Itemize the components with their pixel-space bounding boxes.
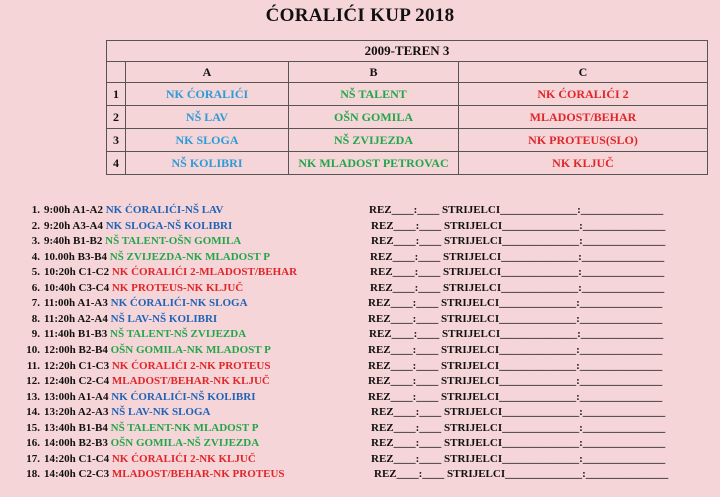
column-header-b: B — [289, 62, 459, 83]
page-title: ĆORALIĆI KUP 2018 — [265, 5, 455, 26]
match-time: 12:20h C1-C3 — [44, 359, 110, 372]
result-scorers-blank: REZ____:____ STRIJELCI______________:_______________ — [368, 297, 663, 310]
match-teams: OŠN GOMILA-NŠ ZVIJEZDA — [110, 437, 260, 450]
team-cell-b: NŠ ZVIJEZDA — [289, 129, 459, 152]
schedule-row — [0, 406, 720, 422]
result-scorers-blank: REZ____:____ STRIJELCI______________:_______________ — [370, 250, 665, 263]
result-scorers-blank: REZ____:____ STRIJELCI______________:_______________ — [371, 219, 666, 232]
match-info — [44, 313, 217, 325]
result-scorers-blank: REZ____:____ STRIJELCI______________:_______________ — [371, 406, 666, 419]
match-time: 10:40h C3-C4 — [44, 281, 110, 294]
result-scorers-blank: REZ____:____ STRIJELCI______________:_______________ — [371, 421, 666, 434]
match-info — [44, 204, 224, 216]
column-header-a: A — [126, 62, 289, 83]
match-info — [44, 422, 258, 434]
match-info — [44, 344, 271, 356]
match-teams: NŠ TALENT-NŠ ZVIJEZDA — [110, 328, 247, 341]
result-scorers-blank: REZ____:____ STRIJELCI______________:_______________ — [368, 343, 663, 356]
table-row — [107, 152, 708, 175]
result-scorers-blank: REZ____:____ STRIJELCI______________:_______________ — [369, 328, 664, 341]
match-time: 9:20h A3-A4 — [44, 219, 103, 232]
row-number: 4 — [107, 152, 126, 175]
match-info — [44, 437, 259, 449]
match-number: 12. — [26, 375, 40, 388]
match-number: 13. — [26, 390, 40, 403]
match-time: 10:20h C1-C2 — [44, 266, 110, 279]
match-teams: NK ĆORALIĆI-NŠ KOLIBRI — [111, 390, 256, 403]
team-cell-b: OŠN GOMILA — [289, 106, 459, 129]
match-time: 13:00h A1-A4 — [44, 390, 109, 403]
match-teams: NK PROTEUS-NK KLJUČ — [111, 281, 244, 294]
match-number: 17. — [26, 452, 40, 465]
match-time: 14:40h C2-C3 — [44, 468, 110, 481]
match-time: 13:40h B1-B4 — [44, 421, 108, 434]
table-row — [107, 129, 708, 152]
match-time: 10.00h B3-B4 — [44, 250, 107, 263]
schedule-row — [0, 282, 720, 298]
result-scorers-blank: REZ____:____ STRIJELCI______________:_______________ — [368, 390, 663, 403]
match-teams: NK ĆORALIĆI-NŠ LAV — [105, 204, 224, 216]
schedule-row — [0, 391, 720, 407]
match-time: 12:40h C2-C4 — [44, 375, 110, 388]
result-scorers-blank: REZ____:____ STRIJELCI______________:_______________ — [370, 266, 665, 279]
match-teams: NŠ ZVIJEZDA-NK MLADOST P — [109, 250, 270, 263]
match-teams: NŠ LAV-NK SLOGA — [111, 406, 211, 419]
result-scorers-blank: REZ____:____ STRIJELCI______________:_______________ — [371, 235, 666, 248]
table-heading: 2009-TEREN 3 — [107, 41, 708, 62]
match-teams: NK ĆORALIĆI 2-NK PROTEUS — [111, 359, 271, 372]
match-info — [44, 328, 246, 340]
schedule-row — [0, 437, 720, 453]
match-time: 11:00h A1-A3 — [44, 297, 108, 310]
schedule-row — [0, 375, 720, 391]
schedule-row — [0, 297, 720, 313]
column-header-row — [107, 62, 708, 83]
result-scorers-blank: REZ____:____ STRIJELCI______________:_______________ — [371, 437, 666, 450]
schedule-row — [0, 313, 720, 329]
match-info — [44, 391, 255, 403]
schedule-row — [0, 344, 720, 360]
schedule-row — [0, 453, 720, 469]
schedule-row — [0, 235, 720, 251]
team-cell-a: NK ĆORALIĆI — [126, 83, 289, 106]
match-teams: OŠN GOMILA-NK MLADOST P — [110, 343, 271, 356]
result-scorers-blank: REZ____:____ STRIJELCI______________:_______________ — [368, 375, 663, 388]
match-info — [44, 297, 248, 309]
result-scorers-blank: REZ____:____ STRIJELCI______________:_______________ — [368, 312, 663, 325]
result-scorers-blank: REZ____:____ STRIJELCI______________:_______________ — [371, 452, 666, 465]
match-info — [44, 251, 270, 263]
team-cell-c: NK KLJUČ — [459, 152, 708, 175]
team-cell-b: NŠ TALENT — [289, 83, 459, 106]
match-info — [44, 266, 297, 278]
match-teams: NŠ TALENT-NK MLADOST P — [110, 421, 259, 434]
schedule-row — [0, 251, 720, 267]
match-time: 13:20h A2-A3 — [44, 406, 109, 419]
team-cell-c: NK ĆORALIĆI 2 — [459, 83, 708, 106]
match-teams: NŠ TALENT-OŠN GOMILA — [105, 235, 242, 248]
match-teams: NK ĆORALIĆI 2-NK KLJUČ — [111, 452, 256, 465]
team-cell-c: NK PROTEUS(SLO) — [459, 129, 708, 152]
match-info — [44, 453, 256, 465]
schedule-row — [0, 266, 720, 282]
schedule-row — [0, 328, 720, 344]
match-time: 14:00h B2-B3 — [44, 437, 108, 450]
match-time: 9:40h B1-B2 — [44, 235, 103, 248]
match-number: 5. — [31, 266, 40, 279]
team-cell-b: NK MLADOST PETROVAC — [289, 152, 459, 175]
match-number: 3. — [31, 235, 40, 248]
match-number: 15. — [26, 421, 40, 434]
team-cell-c: MLADOST/BEHAR — [459, 106, 708, 129]
match-number: 1. — [31, 204, 40, 216]
match-teams: NK SLOGA-NŠ KOLIBRI — [105, 219, 233, 232]
match-teams: NŠ LAV-NŠ KOLIBRI — [110, 312, 218, 325]
match-teams: NK ĆORALIĆI-NK SLOGA — [110, 297, 248, 310]
row-number: 3 — [107, 129, 126, 152]
schedule-row — [0, 220, 720, 236]
team-cell-a: NŠ LAV — [126, 106, 289, 129]
match-number: 16. — [26, 437, 40, 450]
group-table — [106, 40, 708, 175]
match-number: 14. — [26, 406, 40, 419]
team-cell-a: NK SLOGA — [126, 129, 289, 152]
match-teams: MLADOST/BEHAR-NK KLJUČ — [111, 375, 270, 388]
match-info — [44, 375, 270, 387]
match-time: 11:40h B1-B3 — [44, 328, 108, 341]
column-header-c: C — [459, 62, 708, 83]
table-row — [107, 83, 708, 106]
schedule-row — [0, 204, 720, 220]
row-number: 2 — [107, 106, 126, 129]
match-info — [44, 468, 285, 480]
match-info — [44, 406, 210, 418]
match-number: 9. — [31, 328, 40, 341]
match-teams: NK ĆORALIĆI 2-MLADOST/BEHAR — [111, 266, 298, 279]
match-info — [44, 360, 270, 372]
schedule-row — [0, 422, 720, 438]
match-time: 9:00h A1-A2 — [44, 204, 103, 216]
match-number: 10. — [26, 343, 40, 356]
match-number: 2. — [31, 219, 40, 232]
schedule-row — [0, 360, 720, 376]
match-number: 7. — [31, 297, 40, 310]
row-number: 1 — [107, 83, 126, 106]
match-time: 12:00h B2-B4 — [44, 343, 108, 356]
match-time: 11:20h A2-A4 — [44, 312, 108, 325]
match-time: 14:20h C1-C4 — [44, 452, 110, 465]
match-number: 4. — [31, 250, 40, 263]
corner-cell — [107, 62, 126, 83]
result-scorers-blank: REZ____:____ STRIJELCI______________:_______________ — [374, 468, 669, 481]
match-teams: MLADOST/BEHAR-NK PROTEUS — [111, 468, 285, 481]
match-info — [44, 282, 243, 294]
table-row — [107, 106, 708, 129]
table-heading-row — [107, 41, 708, 62]
team-cell-a: NŠ KOLIBRI — [126, 152, 289, 175]
schedule-row — [0, 468, 720, 484]
match-info — [44, 220, 232, 232]
result-scorers-blank: REZ____:____ STRIJELCI______________:_______________ — [368, 359, 663, 372]
result-scorers-blank: REZ____:____ STRIJELCI______________:_______________ — [369, 204, 664, 216]
match-number: 11. — [26, 359, 40, 372]
match-number: 6. — [31, 281, 40, 294]
result-scorers-blank: REZ____:____ STRIJELCI______________:_______________ — [370, 281, 665, 294]
match-number: 8. — [31, 312, 40, 325]
match-number: 18. — [26, 468, 40, 481]
match-info — [44, 235, 241, 247]
